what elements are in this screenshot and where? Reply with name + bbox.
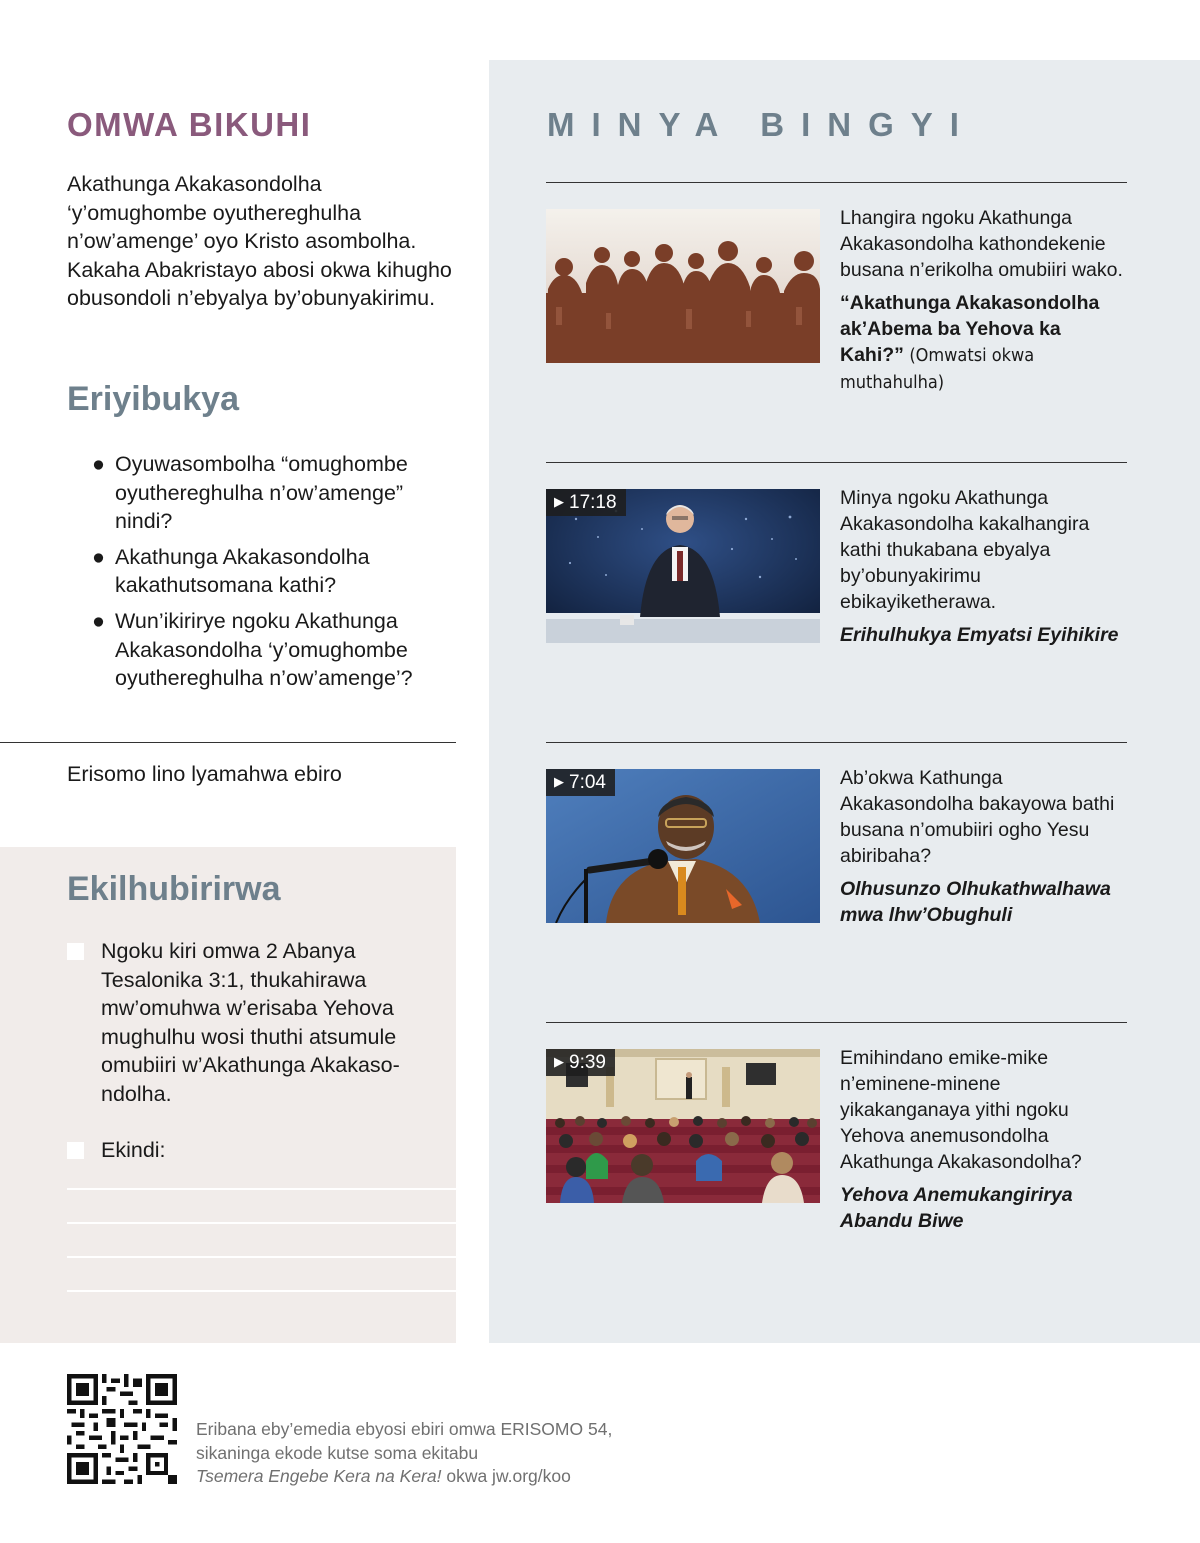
resource-item (840, 1045, 1130, 1234)
footer-line (196, 1465, 676, 1489)
more-resources-title: MINYA BINGYI (547, 106, 976, 143)
qr-code-icon[interactable] (67, 1374, 177, 1484)
resource-description: Minya ngoku Akathunga Akakasondolha kakalhangira kathi thukabana ebyalya by’obunyakirimu ebikayiketherawa. (840, 487, 1090, 613)
resource-note: (Omwatsi okwa muthahulha) (840, 345, 1035, 393)
resource-link[interactable]: Yehova Anemukangirirya Abandu Biwe (840, 1184, 1073, 1232)
video-duration: 9:39 (569, 1052, 606, 1073)
reading-date-label: Erisomo lino lyamahwa ebiro (67, 762, 342, 786)
resource-source-title: “Akathunga Akakasondolha ak’Abema ba Yehova ka Kahi?” (840, 292, 1100, 366)
resource-link[interactable]: Erihulhukya Emyatsi Eyihikire (840, 624, 1119, 646)
divider (546, 462, 1127, 463)
play-icon: ▶ (554, 494, 564, 509)
divider (0, 742, 456, 743)
video-duration: 17:18 (569, 492, 617, 513)
resource-link[interactable] (840, 290, 1130, 396)
video-thumbnail[interactable] (546, 769, 820, 923)
other-goal-label: Ekindi: (101, 1138, 166, 1162)
silhouette-meeting-image (546, 209, 820, 363)
video-thumbnail[interactable] (546, 489, 820, 643)
goals-title: Ekilhubirirwa (67, 870, 281, 908)
review-questions (92, 450, 452, 700)
resource-description: Ab’okwa Kathunga Akakasondolha bakayowa bathi busana n’omubiiri ogho Yesu abiribaha? (840, 767, 1115, 867)
resource-item (840, 205, 1130, 396)
writing-line[interactable] (67, 1290, 456, 1292)
review-question (92, 450, 452, 536)
video-duration: 7:04 (569, 772, 606, 793)
resource-link[interactable]: Olhusunzo Olhukathwalhawa mwa lhw’Obughuli (840, 878, 1111, 926)
review-question-text: Wun’ikirirye ngoku Akathunga Akakasondolha ‘y’omughombe oyuthereghulha n’ow’amenge’? (115, 608, 413, 691)
video-duration-badge (546, 489, 626, 516)
divider (546, 742, 1127, 743)
video-duration-badge (546, 769, 615, 796)
divider (546, 1022, 1127, 1023)
resource-description: Lhangira ngoku Akathunga Akakasondolha kathondekenie busana n’erikolha omubiiri wako. (840, 207, 1123, 281)
other-goal-checkbox[interactable] (67, 1142, 84, 1159)
bullet-icon: ● (92, 452, 105, 476)
writing-line[interactable] (67, 1256, 456, 1258)
bullet-icon: ● (92, 544, 105, 569)
writing-line[interactable] (67, 1188, 456, 1190)
summary-text: Akathunga Akakasondolha ‘y’omughombe oyuthereghulha n’ow’amenge’ oyo Kristo asombolha. Kakaha Abakristayo abosi okwa kihugho obusondoli n’ebyalya by’obunyakirimu. (67, 172, 452, 311)
footer-line: Eribana eby’emedia ebyosi ebiri omwa ERISOMO 54, (196, 1419, 613, 1439)
review-question-text: Oyuwasombolha “omughombe oyuthereghulha n’ow’amenge” nindi? (115, 452, 408, 534)
bullet-icon: ● (92, 608, 105, 633)
footer-note (196, 1418, 676, 1489)
review-question (92, 607, 452, 693)
divider (546, 182, 1127, 183)
review-question-text: Akathunga Akakasondolha kakathutsomana kathi? (115, 544, 370, 598)
goal-text: Ngoku kiri omwa 2 Abanya Tesalonika 3:1, thukahirawa mw’omuhwa w’erisaba Yehova mughulhu wosi thuthi atsumule omubiiri w’Akathunga Akakaso-ndolha. (101, 939, 400, 1106)
book-title: Tsemera Engebe Kera na Kera! (196, 1466, 442, 1486)
footer-line: sikaninga ekode kutse soma ekitabu (196, 1442, 479, 1463)
resource-item (840, 765, 1130, 928)
review-title: Eriyibukya (67, 380, 239, 418)
writing-line[interactable] (67, 1222, 456, 1224)
video-duration-badge (546, 1049, 615, 1076)
goal-checkbox[interactable] (67, 943, 84, 960)
play-icon: ▶ (554, 1054, 564, 1069)
review-question (92, 543, 452, 600)
resource-description: Emihindano emike-mike n’eminene-minene yikakanganaya yithi ngoku Yehova anemusondolha Akathunga Akakasondolha? (840, 1047, 1082, 1173)
article-thumbnail[interactable] (546, 209, 820, 363)
play-icon: ▶ (554, 774, 564, 789)
resource-item (840, 485, 1130, 648)
video-thumbnail[interactable] (546, 1049, 820, 1203)
summary-title: OMWA BIKUHI (67, 106, 312, 143)
website-link[interactable]: okwa jw.org/koo (441, 1466, 571, 1486)
